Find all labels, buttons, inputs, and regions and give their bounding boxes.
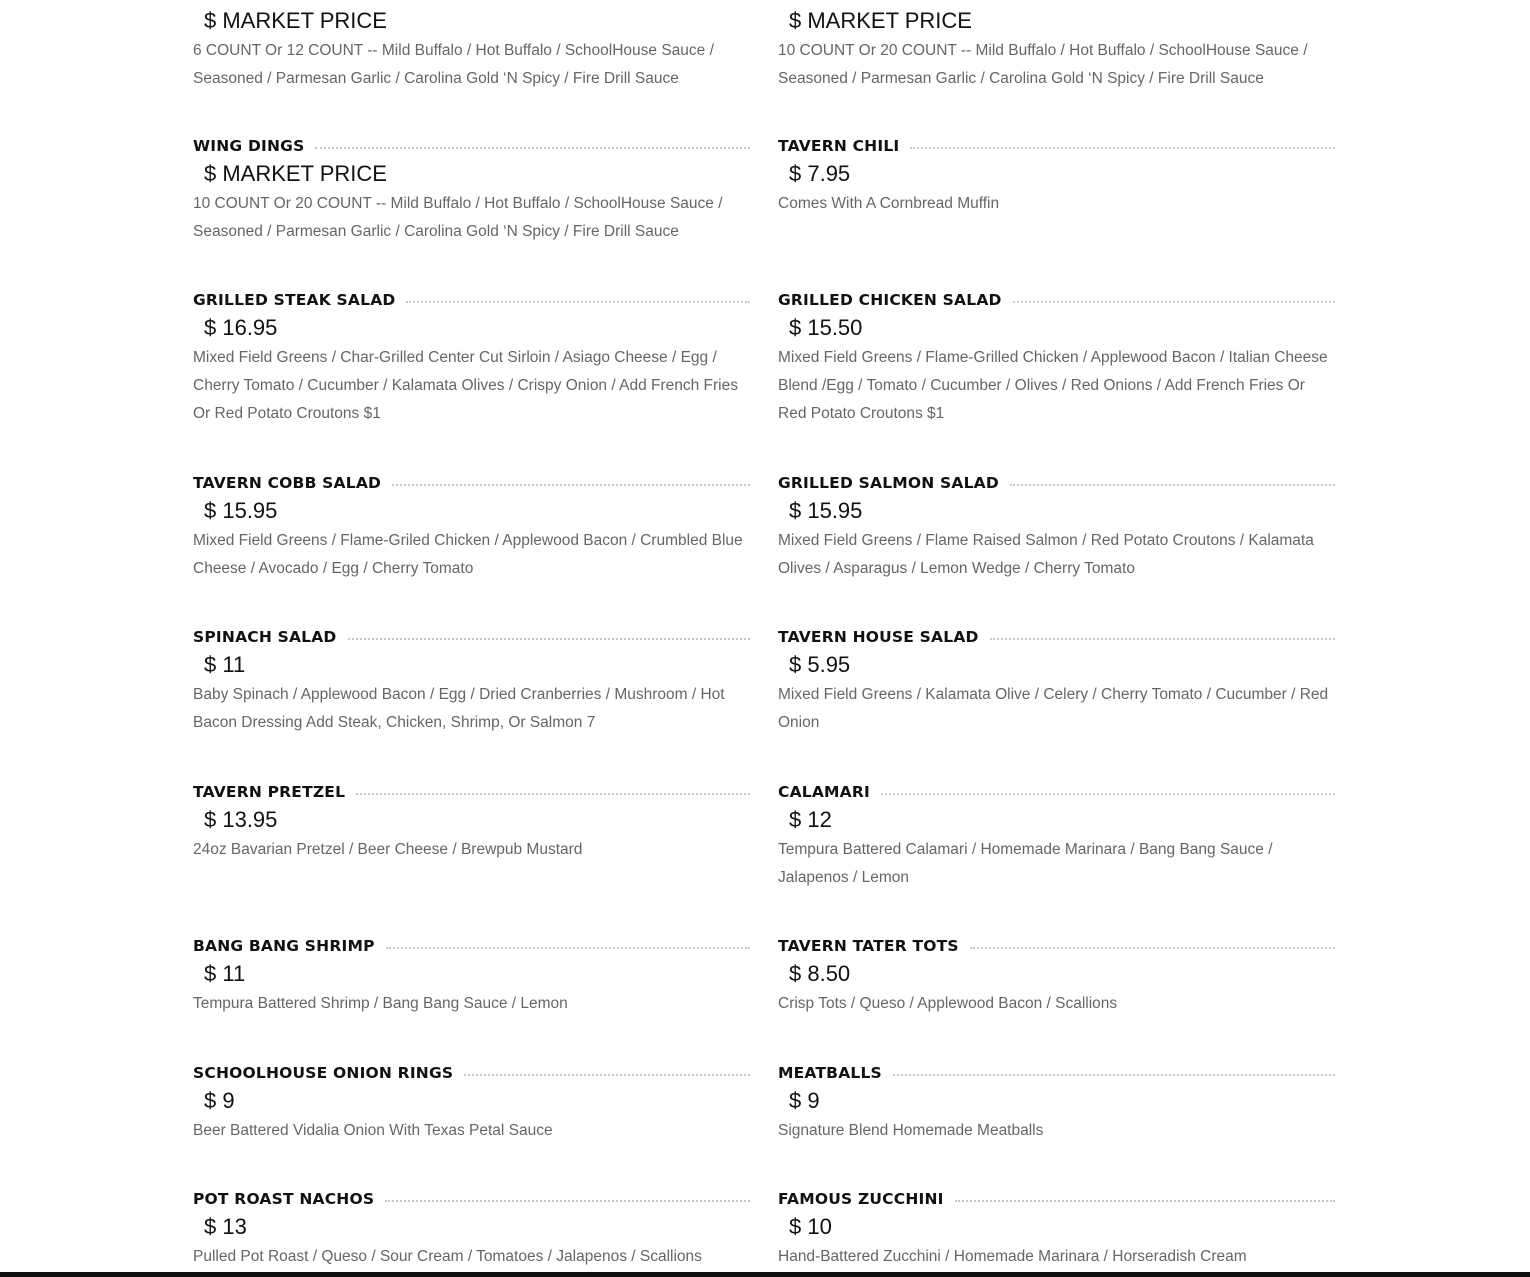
menu-item (778, 782, 1335, 892)
item-description: Tempura Battered Shrimp / Bang Bang Sauce / Lemon (193, 995, 568, 1012)
item-price: $ 15.95 (204, 498, 278, 523)
item-description: Mixed Field Greens / Kalamata Olive / Celery / Cherry Tomato / Cucumber / Red Onion (778, 686, 1329, 731)
item-description: Hand-Battered Zucchini / Homemade Marinara / Horseradish Cream (778, 1248, 1247, 1265)
menu-item (193, 1189, 750, 1271)
item-name: BANG BANG SHRIMP (193, 937, 375, 955)
item-price: $ 13.95 (204, 807, 278, 832)
menu-item (193, 936, 750, 1018)
item-price: $ MARKET PRICE (204, 8, 387, 33)
menu-item (778, 1189, 1335, 1271)
dotted-leader (970, 947, 1335, 949)
item-description: Beer Battered Vidalia Onion With Texas Petal Sauce (193, 1122, 553, 1139)
dotted-leader (910, 147, 1335, 149)
menu-item (193, 136, 750, 246)
item-price: $ 16.95 (204, 315, 278, 340)
menu-item (778, 473, 1335, 583)
item-header (193, 782, 750, 802)
item-header (193, 290, 750, 310)
item-price: $ 13 (204, 1214, 247, 1239)
menu-item (193, 627, 750, 737)
dotted-leader (464, 1074, 750, 1076)
item-header (778, 1189, 1335, 1209)
menu-item (193, 782, 750, 864)
item-header (193, 1063, 750, 1083)
dotted-leader (1010, 484, 1335, 486)
item-name: TAVERN PRETZEL (193, 783, 346, 801)
menu-item (778, 290, 1335, 428)
item-price: $ MARKET PRICE (204, 161, 387, 186)
menu-item (193, 8, 750, 93)
dotted-leader (990, 638, 1335, 640)
dotted-leader (406, 301, 750, 303)
item-price: $ 15.95 (789, 498, 863, 523)
item-description: 6 COUNT Or 12 COUNT -- Mild Buffalo / Hot Buffalo / SchoolHouse Sauce / Seasoned / Parmesan Garlic / Carolina Gold ‘N Spicy / Fire Drill Sauce (193, 42, 714, 87)
item-price: $ 5.95 (789, 652, 851, 677)
item-description: Mixed Field Greens / Flame-Grilled Chicken / Applewood Bacon / Italian Cheese Blend /Egg / Tomato / Cucumber / Olives / Red Onions / Add French Fries Or Red Potato Croutons $1 (778, 349, 1328, 422)
item-price: $ 10 (789, 1214, 832, 1239)
item-description: Crisp Tots / Queso / Applewood Bacon / Scallions (778, 995, 1118, 1012)
item-name: TAVERN CHILI (778, 137, 900, 155)
item-price: $ 8.50 (789, 961, 851, 986)
item-description: Tempura Battered Calamari / Homemade Marinara / Bang Bang Sauce / Jalapenos / Lemon (778, 841, 1273, 886)
item-header (778, 1063, 1335, 1083)
dotted-leader (1013, 301, 1335, 303)
menu-item (778, 936, 1335, 1018)
item-price: $ 9 (204, 1088, 235, 1113)
item-name: SPINACH SALAD (193, 628, 337, 646)
item-price: $ 12 (789, 807, 832, 832)
dotted-leader (955, 1200, 1335, 1202)
item-name: FAMOUS ZUCCHINI (778, 1190, 944, 1208)
item-name: GRILLED CHICKEN SALAD (778, 291, 1002, 309)
item-description: 24oz Bavarian Pretzel / Beer Cheese / Brewpub Mustard (193, 841, 583, 858)
dotted-leader (315, 147, 750, 149)
item-price: $ 7.95 (789, 161, 851, 186)
item-price: $ 11 (204, 961, 246, 986)
item-header (778, 782, 1335, 802)
dotted-leader (881, 793, 1335, 795)
item-description: Mixed Field Greens / Flame Raised Salmon / Red Potato Croutons / Kalamata Olives / Asparagus / Lemon Wedge / Cherry Tomato (778, 532, 1314, 577)
menu-item (193, 1063, 750, 1145)
menu-item (778, 8, 1335, 93)
item-name: TAVERN HOUSE SALAD (778, 628, 979, 646)
item-name: TAVERN TATER TOTS (778, 937, 959, 955)
menu-item (193, 473, 750, 583)
item-description: Signature Blend Homemade Meatballs (778, 1122, 1044, 1139)
item-price: $ 9 (789, 1088, 820, 1113)
item-header (193, 936, 750, 956)
item-name: GRILLED STEAK SALAD (193, 291, 396, 309)
dotted-leader (348, 638, 750, 640)
item-header (193, 473, 750, 493)
item-name: GRILLED SALMON SALAD (778, 474, 999, 492)
item-description: 10 COUNT Or 20 COUNT -- Mild Buffalo / Hot Buffalo / SchoolHouse Sauce / Seasoned / Parmesan Garlic / Carolina Gold ‘N Spicy / Fire Drill Sauce (193, 195, 723, 240)
item-header (778, 473, 1335, 493)
item-header (778, 290, 1335, 310)
item-name: WING DINGS (193, 137, 305, 155)
item-header (193, 627, 750, 647)
item-header (778, 936, 1335, 956)
item-description: Mixed Field Greens / Flame-Griled Chicken / Applewood Bacon / Crumbled Blue Cheese / Avocado / Egg / Cherry Tomato (193, 532, 743, 577)
item-description: Comes With A Cornbread Muffin (778, 195, 1000, 212)
dotted-leader (385, 1200, 750, 1202)
item-name: MEATBALLS (778, 1064, 882, 1082)
dotted-leader (392, 484, 750, 486)
item-description: Mixed Field Greens / Char-Grilled Center Cut Sirloin / Asiago Cheese / Egg / Cherry Tomato / Cucumber / Kalamata Olives / Crispy Onion / Add French Fries Or Red Potato Croutons $1 (193, 349, 738, 422)
item-header (778, 136, 1335, 156)
item-name: TAVERN COBB SALAD (193, 474, 382, 492)
item-description: Baby Spinach / Applewood Bacon / Egg / Dried Cranberries / Mushroom / Hot Bacon Dressing Add Steak, Chicken, Shrimp, Or Salmon 7 (193, 686, 725, 731)
menu-item (778, 136, 1335, 218)
item-description: 10 COUNT Or 20 COUNT -- Mild Buffalo / Hot Buffalo / SchoolHouse Sauce / Seasoned / Parmesan Garlic / Carolina Gold ‘N Spicy / Fire Drill Sauce (778, 42, 1308, 87)
item-header (778, 627, 1335, 647)
menu-item (778, 627, 1335, 737)
item-name: CALAMARI (778, 783, 870, 801)
item-name: POT ROAST NACHOS (193, 1190, 375, 1208)
item-header (193, 1189, 750, 1209)
dotted-leader (893, 1074, 1335, 1076)
menu-item (778, 1063, 1335, 1145)
item-name: SCHOOLHOUSE ONION RINGS (193, 1064, 454, 1082)
item-price: $ 11 (204, 652, 246, 677)
menu-item (193, 290, 750, 428)
item-description: Pulled Pot Roast / Queso / Sour Cream / Tomatoes / Jalapenos / Scallions (193, 1248, 702, 1265)
dotted-leader (386, 947, 750, 949)
bottom-border-bar (0, 1272, 1530, 1277)
item-price: $ 15.50 (789, 315, 863, 340)
dotted-leader (356, 793, 750, 795)
item-price: $ MARKET PRICE (789, 8, 972, 33)
item-header (193, 136, 750, 156)
